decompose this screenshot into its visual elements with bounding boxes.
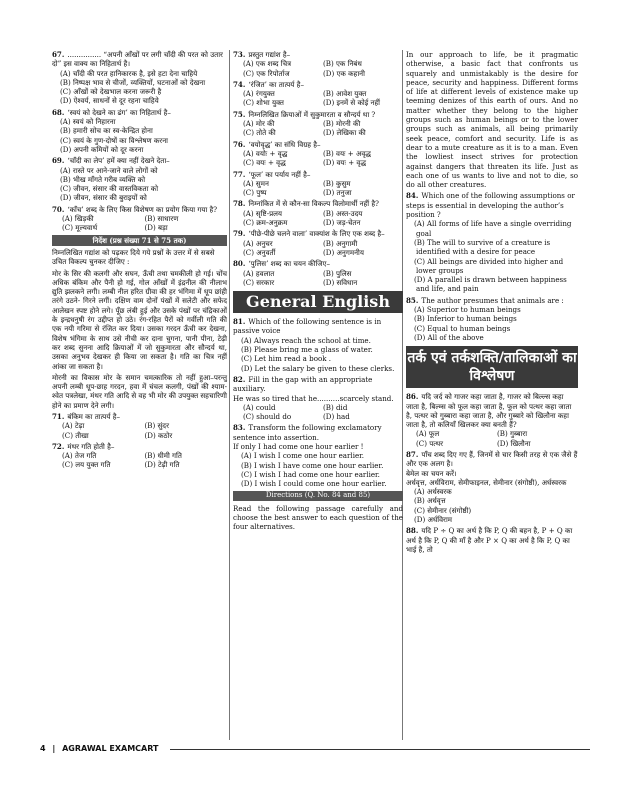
direction-header: निर्देश (प्रश्न संख्या 71 से 75 तक) <box>52 235 227 246</box>
question-text: The author presumes that animals are : <box>421 295 564 305</box>
page-footer: 4 | AGRAWAL EXAMCART <box>40 744 600 756</box>
answer-option: (C) All beings are divided into higher and lower groups <box>414 256 564 275</box>
answer-option: (D) टेढ़ी गति <box>144 460 180 470</box>
answer-option: (C) लय युक्त गति <box>62 460 111 470</box>
answer-option: (D) अनुगमनीय <box>323 247 364 257</box>
answer-option: (B) अनुगामी <box>323 238 358 248</box>
answer-option: (D) Let the salary be given to these clerks. <box>241 363 395 373</box>
answer-option: (B) I wish I have come one hour earlier. <box>241 460 384 470</box>
answer-option-row <box>233 69 403 78</box>
answer-option: (A) Always reach the school at time. <box>241 335 371 345</box>
question-text: Which one of the following assumptions or steps is essential in developing the author’s position ? <box>406 191 575 220</box>
page-number: 4 <box>40 744 46 753</box>
answer-option: (A) अर्धस्वरक <box>414 487 452 497</box>
answer-option: (A) रंगयुक्त <box>243 89 275 99</box>
question-number: 87. <box>406 449 419 459</box>
answer-option: (C) आँखों को देखभाल करना जरूरी है <box>60 87 162 97</box>
question-text: ‘चाँदी का लेप’ हमें क्या नहीं देखने देता– <box>67 156 170 166</box>
answer-option: (D) खिलौना <box>497 438 531 448</box>
answer-option: (B) आवेश युक्त <box>323 89 367 99</box>
answer-option: (A) तेज गति <box>62 451 97 461</box>
question-item <box>233 229 403 257</box>
question-item <box>233 110 403 138</box>
answer-option: (B) सुंदर <box>144 421 169 431</box>
question-text: Transform the following exclamatory sentence into assertion. If only I had come one hour earlier ! <box>233 423 382 451</box>
column-divider <box>229 50 230 740</box>
question-item <box>406 450 578 524</box>
answer-option-row <box>233 209 403 218</box>
answer-option: (B) साधारण <box>144 214 179 224</box>
question-item <box>406 296 578 342</box>
question-text: ‘पीछे-पीछे चलने वाला’ वाक्यांश के लिए एक शब्द है– <box>248 229 385 239</box>
question-number: 79. <box>233 229 246 239</box>
answer-option-row <box>233 278 403 287</box>
question-number: 67. <box>52 50 65 59</box>
question-number: 71. <box>52 411 65 421</box>
question-text: बंकिम का तात्पर्य है– <box>67 411 121 421</box>
answer-option: (C) मूल्यवार्थ <box>62 223 98 233</box>
answer-option: (B) did <box>323 402 348 412</box>
question-number: 78. <box>233 199 246 209</box>
question-text: ‘स्वयं को देखने का ढंग’ का निहितार्थ है– <box>67 107 171 117</box>
question-text: निम्नांकित में से कौन-सा विकल्प विलोमार्थी नहीं है? <box>248 199 379 209</box>
passage-paragraph: मोरनी का विकास मोर के समान चमत्कारिक तो नहीं हुआ–परन्तु अपनी लम्बी धूप-छाह गरदन, हवा में चंचल कलगी, पंखों की श्याम-श्वेत पत्रलेखा, मंथर गति आदि से वह भी मोर की उपयुक्त सहचारिणी होने का प्रमाण देने लगी। <box>52 372 227 410</box>
answer-option: (D) तनुजा <box>323 188 352 198</box>
answer-option: (C) Equal to human beings <box>414 323 511 333</box>
answer-option: (A) I wish I come one hour earlier. <box>241 451 365 461</box>
answer-option-row <box>233 98 403 107</box>
answer-option: (A) स्वयं को निहारना <box>60 117 116 127</box>
answer-option-row <box>233 188 403 197</box>
answer-option: (B) धीमी गति <box>144 451 182 461</box>
answer-option: (B) The will to survive of a creature is identified with a desire for peace <box>414 237 551 257</box>
answer-option-row <box>233 218 403 227</box>
answer-option: (C) तीखा <box>62 430 89 440</box>
answer-option: (D) एक कहानी <box>323 68 365 78</box>
answer-option: (D) अर्धविराम <box>414 515 453 525</box>
answer-option-row <box>233 89 403 98</box>
answer-option: (B) एक निबंध <box>323 59 362 69</box>
answer-option: (C) I wish I had come one hour earlier. <box>241 469 380 479</box>
answer-option-row <box>233 269 403 278</box>
answer-option: (A) सृष्टि-प्रलय <box>243 208 283 218</box>
answer-option: (D) लेखिका की <box>323 128 366 138</box>
question-item <box>406 191 578 293</box>
question-number: 72. <box>52 441 65 451</box>
column-2 <box>233 50 403 534</box>
answer-option-row <box>233 179 403 188</box>
answer-option: (A) एक शब्द चित्र <box>243 59 292 69</box>
question-item <box>233 259 403 287</box>
answer-option-row <box>52 460 227 469</box>
answer-option-row <box>233 149 403 158</box>
answer-option-row <box>52 214 227 223</box>
answer-option: (C) should do <box>243 412 292 422</box>
answer-option: (C) क्रम-अनुक्रम <box>243 218 288 228</box>
answer-option-row <box>406 429 578 438</box>
answer-option-row <box>52 451 227 460</box>
answer-option: (C) तोते की <box>243 128 276 138</box>
question-text: Fill in the gap with an appropriate auxiliary. He was so tired that he..........scarcely stand. <box>233 374 394 403</box>
footer-rule <box>170 749 590 750</box>
answer-option: (C) पत्थर <box>416 438 444 448</box>
directions-bar: Directions (Q. No. 84 and 85) <box>233 491 403 500</box>
answer-option: (B) गुब्बारा <box>497 429 528 439</box>
answer-option: (A) हवलात <box>243 268 275 278</box>
question-item <box>52 50 227 106</box>
answer-option: (C) एक रिपोर्ताज <box>243 68 290 78</box>
answer-option: (D) बड़ा <box>144 223 168 233</box>
answer-option: (D) had <box>323 412 350 422</box>
answer-option: (A) वयोः + वृद्ध <box>243 148 288 158</box>
question-text: ‘वयोवृद्ध’ का संधि विग्रह है– <box>248 139 321 149</box>
answer-option: (A) रास्ते पर आने-जाने वाले लोगों को <box>60 165 158 175</box>
answer-option: (B) Inferior to human beings <box>414 314 517 324</box>
answer-option: (C) शोभा युक्त <box>243 98 284 108</box>
answer-option: (C) अनुवर्ती <box>243 247 276 257</box>
answer-option: (C) सेमीनार (संगोष्ठी) <box>414 505 472 515</box>
question-number: 88. <box>406 526 419 536</box>
question-item <box>52 205 227 233</box>
answer-option: (D) वयः + वृद्ध <box>323 158 367 168</box>
answer-option: (D) All of the above <box>414 332 484 342</box>
question-item <box>233 50 403 78</box>
answer-option-row <box>233 403 403 412</box>
answer-option: (B) भीख माँगते गरीब व्यक्ति को <box>60 174 146 184</box>
answer-option: (B) निष्पक्ष भाव से चीजों, व्यक्तियों, घटनाओं को देखना <box>60 77 206 87</box>
answer-option: (C) जीवन, संसार की वास्तविकता को <box>60 184 159 194</box>
answer-option: (C) सरकार <box>243 277 275 287</box>
question-text: ............... “अपनी आँखों पर लगी चाँदी की परत को उतार दो” इस वाक्य का निहितार्थ है। <box>52 50 223 69</box>
answer-option: (D) जीवन, संसार की बुराइयों को <box>60 193 147 203</box>
answer-option-row <box>233 239 403 248</box>
question-item <box>406 392 578 448</box>
answer-option-row <box>233 59 403 68</box>
answer-option: (A) could <box>243 402 276 412</box>
answer-option: (D) कठोर <box>144 430 173 440</box>
answer-option: (B) पुलिस <box>323 268 352 278</box>
section-title-english: General English <box>233 291 403 313</box>
document-page <box>40 50 600 750</box>
answer-option: (A) Superior to human beings <box>414 305 521 315</box>
question-number: 75. <box>233 109 246 119</box>
answer-option: (D) जड़-चेतन <box>323 218 361 228</box>
question-number: 76. <box>233 139 246 149</box>
question-number: 81. <box>233 317 246 327</box>
question-number: 85. <box>406 295 419 305</box>
answer-option: (A) अनुचर <box>243 238 273 248</box>
answer-option: (D) A parallel is drawn between happiness and life, and pain <box>414 275 567 294</box>
question-item <box>233 317 403 373</box>
answer-option: (C) पुष्प <box>243 188 267 198</box>
question-item <box>233 199 403 227</box>
question-number: 68. <box>52 107 65 117</box>
answer-option: (B) वयः + अवृद्ध <box>323 148 371 158</box>
answer-option: (A) मोर की <box>243 119 275 129</box>
directions-text: Read the following passage carefully and choose the best answer to each question of the four alternatives. <box>233 503 403 532</box>
question-text: मंथर गति होती है– <box>67 441 115 451</box>
answer-option: (D) इनमें से कोई नहीं <box>323 98 381 108</box>
question-item <box>233 375 403 421</box>
answer-option: (D) सविधान <box>323 277 358 287</box>
question-number: 77. <box>233 169 246 179</box>
answer-option: (A) All forms of life have a single overriding goal <box>414 219 572 238</box>
column-3 <box>406 50 578 556</box>
answer-option: (A) फूल <box>416 429 440 439</box>
answer-option-row <box>233 119 403 128</box>
answer-option: (B) मोरनी की <box>323 119 361 129</box>
answer-option-row <box>233 248 403 257</box>
question-number: 73. <box>233 50 246 59</box>
brand-logo: AGRAWAL EXAMCART <box>62 744 159 753</box>
answer-option-row <box>406 439 578 448</box>
answer-option-row <box>233 128 403 137</box>
answer-option: (B) कुसुम <box>323 178 351 188</box>
answer-option: (C) वयः + वृद्ध <box>243 158 286 168</box>
question-item <box>233 80 403 108</box>
answer-option: (A) खिड़की <box>62 214 94 224</box>
answer-option: (B) अस्त-उदय <box>323 208 363 218</box>
answer-option: (C) Let him read a book . <box>241 354 332 364</box>
direction-text: निम्नलिखित गद्यांश को पढ़कर दिये गये प्रश्नों के उत्तर में से सबसे उचित विकल्प चुनकर दीजिए : <box>52 247 215 267</box>
question-number: 69. <box>52 156 65 166</box>
answer-option: (B) अर्धवृत्त <box>414 496 446 506</box>
question-number: 70. <box>52 204 65 214</box>
question-number: 74. <box>233 79 246 89</box>
question-number: 82. <box>233 374 246 384</box>
answer-option: (B) Please bring me a glass of water. <box>241 345 373 355</box>
question-text: Which of the following sentence is in passive voice <box>233 317 382 336</box>
question-number: 86. <box>406 392 419 402</box>
answer-option: (A) टेढ़ा <box>62 421 85 431</box>
question-text: निम्नलिखित क्रियाओं में सुकुमारता व सौन्दर्य था ? <box>248 109 376 119</box>
question-text: यदि P ÷ Q का अर्थ है कि P, Q की बहन है, P + Q का अर्थ है कि P, Q की माँ है और P × Q का अर्थ है कि P, Q का भाई है, तो <box>406 526 573 554</box>
question-item <box>52 156 227 202</box>
question-item <box>52 442 227 470</box>
passage-paragraph: मोर के सिर की कलगी और सघन, ऊँची तथा चमकीली हो गई। चोंच अधिक बंकिम और पैनी हो गई, गोल आँखों में इंद्रनील की नीलाभ द्युति झलकने लगी। लम्बी नील हरित ग्रीवा की हर भंगिमा में धूप छांही तरंगे उठने- गिरने लगीं। दक्षिण वाम दोनों पंखों में सलेटी और सफेद आलेखन स्पष्ट होने लगे। पूँछ लंबी हुई और उसके पंखों पर चंद्रिकाओं के इन्द्रधनुषी रंग उद्दीप्त हो उठे। रंग-रहित पैरों को गर्वीली गति की एक नयी गरिमा से रंजित कर दिया। उसका गरदन ऊँची कर देखना, विशेष भंगिमा के साथ उसे नीची कर दाना चुगना, पानी पीना, टेढ़ी कर शब्द सुनना आदि क्रियाओं में जो सुकुमारता और सौन्दर्य था, उसका अनुभव देखकर ही किया जा सकता है। गति का चित्र नहीं आंका जा सकता है। <box>52 268 227 371</box>
question-text: ‘रंजित’ का तात्पर्य है– <box>248 79 304 89</box>
answer-option: (D) अपनी कमियों को दूर करना <box>60 144 144 154</box>
answer-option-row <box>52 421 227 430</box>
question-number: 80. <box>233 259 246 269</box>
question-number: 83. <box>233 423 246 433</box>
question-item <box>233 140 403 168</box>
column-1 <box>52 50 227 472</box>
answer-option: (A) सुमन <box>243 178 269 188</box>
section-title-reasoning: तर्क एवं तर्कशक्ति/तालिकाओं का विश्लेषण <box>406 346 578 388</box>
answer-option: (B) हमारी सोच का स्व-केन्द्रित होना <box>60 126 153 136</box>
question-text: ‘फूल’ का पर्याय नहीं है– <box>248 169 311 179</box>
passage-paragraph: In our approach to life, be it pragmatic otherwise, a basic fact that confronts us squarely and unmistakably is the desire for peace, security and happiness. Different forms of life at different levels of existence make up teeming denizes of this earth of ours. And no matter whether they belong to the higher groups such as human beings or to the lower groups such as animals, all being primarily seek peace, comfort and security. Life is as dear to a mute creature as it is to a man. Even the lowliest insect strives for protection against dangers that threaten its life. Just as each one of us wants to live and not to die, so do all other creatures. <box>406 50 578 190</box>
question-item <box>52 412 227 440</box>
answer-option: (A) चाँदी की परत हानिकारक है, इसे हटा देना चाहिये <box>60 68 198 78</box>
question-text: ‘काँच’ शब्द के लिए किस विशेषण का प्रयोग किया गया है? <box>67 204 218 214</box>
question-item <box>233 170 403 198</box>
answer-option: (D) ऐश्वर्य, साधनों से दूर रहना चाहिये <box>60 96 159 106</box>
question-item <box>406 526 578 554</box>
question-text: प्रस्तुत गद्यांश है– <box>248 50 291 59</box>
answer-option-row <box>233 158 403 167</box>
question-text: यदि जर्द को गाजर कहा जाता है, गाजर को बिल्ल्स कहा जाता है, बिल्म्स को फूल कहा जाता है, फूल को पत्थर कहा जाता है, पत्थर को गुब्बारा कहा जाता है, और गुब्बारे को खिलौना कहा जाता है, तो कलियाँ खिलकर क्या बनती हैं? <box>406 392 572 430</box>
answer-option-row <box>233 412 403 421</box>
answer-option: (C) स्वयं के गुण-दोषों का विश्लेषण करना <box>60 135 168 145</box>
question-item <box>233 423 403 488</box>
answer-option: (D) I wish I could come one hour earlier. <box>241 479 387 489</box>
question-item <box>52 108 227 154</box>
question-text: पाँच शब्द दिए गए हैं, जिनमें से चार किसी तरह से एक जैसे हैं और एक अलग है। बेमेल का चयन करें। अर्धवृत्त, अर्धविराम, सेमीफाइनल, सेमीनार (संगोष्ठी), अर्धस्वरक <box>406 449 578 487</box>
question-number: 84. <box>406 191 419 201</box>
answer-option-row <box>52 431 227 440</box>
answer-option-row <box>52 223 227 232</box>
question-text: ‘पुलिस’ शब्द का चयन कीजिए– <box>248 259 330 269</box>
